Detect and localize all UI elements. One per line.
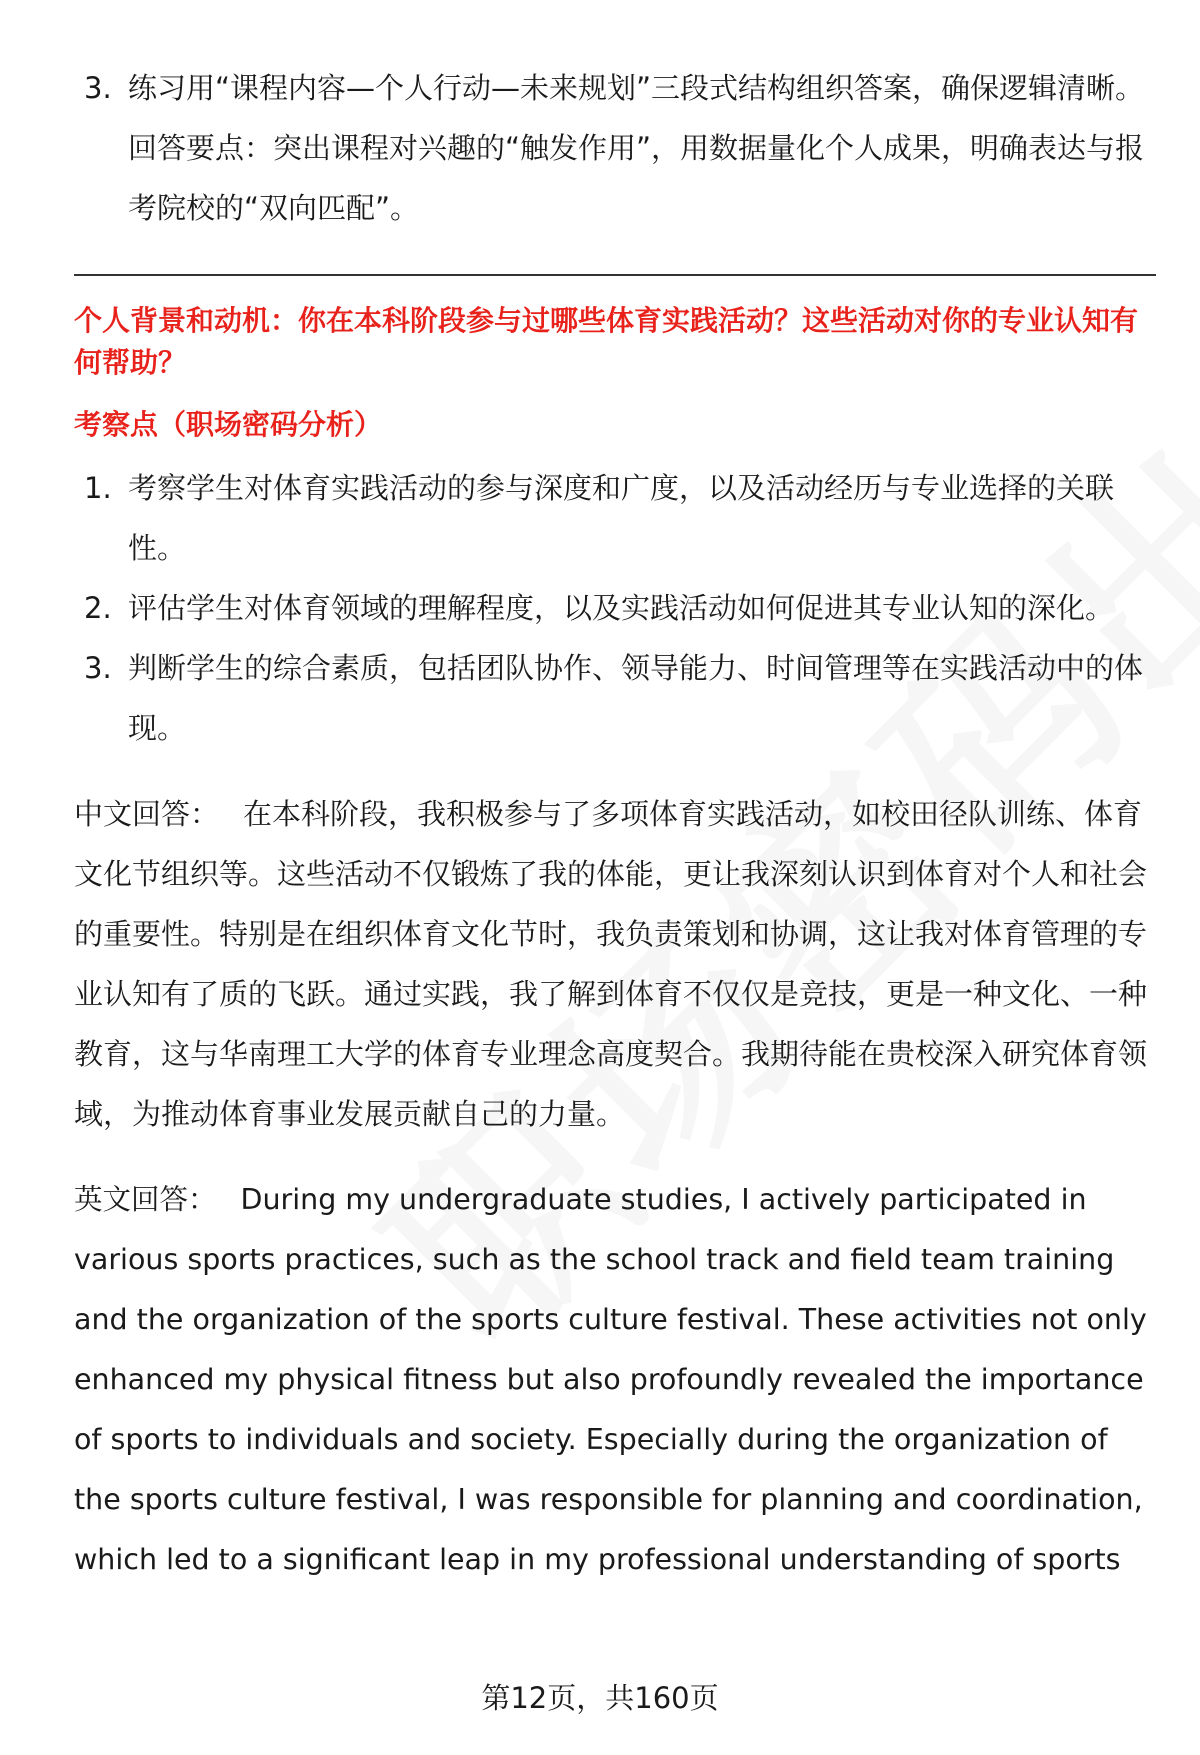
- list-number: 2.: [84, 591, 112, 625]
- page-footer: 第12页，共160页: [481, 1681, 719, 1715]
- document-page: [74, 58, 1156, 1590]
- question-heading: 个人背景和动机：你在本科阶段参与过哪些体育实践活动？这些活动对你的专业认知有何帮助？: [74, 304, 1139, 379]
- list-number: 3.: [84, 71, 112, 105]
- english-answer-label: 英文回答：: [74, 1183, 217, 1216]
- previous-list: [74, 58, 1156, 118]
- list-text: 评估学生对体育领域的理解程度，以及实践活动如何促进其专业认知的深化。: [128, 591, 1115, 625]
- list-item: [74, 58, 1156, 118]
- chinese-answer: [74, 784, 1156, 1144]
- list-text: 练习用“课程内容—个人行动—未来规划”三段式结构组织答案，确保逻辑清晰。: [128, 71, 1145, 105]
- chinese-answer-text: 在本科阶段，我积极参与了多项体育实践活动，如校田径队训练、体育文化节组织等。这些活动不仅锻炼了我的体能，更让我深刻认识到体育对个人和社会的重要性。特别是在组织体育文化节时，我负责策划和协调，这让我对体育管理的专业认知有了质的飞跃。通过实践，我了解到体育不仅仅是竞技，更是一种文化、一种教育，这与华南理工大学的体育专业理念高度契合。我期待能在贵校深入研究体育领域，为推动体育事业发展贡献自己的力量。: [74, 797, 1148, 1131]
- section-divider: [74, 274, 1156, 276]
- assessment-heading: 考察点（职场密码分析）: [74, 408, 383, 441]
- list-number: 3.: [84, 651, 112, 685]
- list-text: 考察学生对体育实践活动的参与深度和广度，以及活动经历与专业选择的关联性。: [128, 471, 1115, 565]
- assessment-list: [74, 458, 1156, 758]
- answer-key-points: 回答要点：突出课程对兴趣的“触发作用”，用数据量化个人成果，明确表达与报考院校的“双向匹配”。: [128, 131, 1145, 225]
- chinese-answer-label: 中文回答：: [74, 797, 220, 831]
- list-item: [74, 578, 1156, 638]
- list-number: 1.: [84, 471, 112, 505]
- english-answer: [74, 1170, 1156, 1590]
- english-answer-text: During my undergraduate studies, I actively participated in various sports practices, such as the school track and field team training and the organization of the sports culture festival. These activities not only enhanced my physical fitness but also profoundly revealed the importance of sports to individuals and society. Especially during the organization of the sports culture festival, I was responsible for planning and coordination, which led to a significant leap in my professional understanding of sports: [74, 1183, 1147, 1576]
- list-text: 判断学生的综合素质，包括团队协作、领导能力、时间管理等在实践活动中的体现。: [128, 651, 1144, 745]
- list-item: [74, 458, 1156, 578]
- list-item: [74, 638, 1156, 758]
